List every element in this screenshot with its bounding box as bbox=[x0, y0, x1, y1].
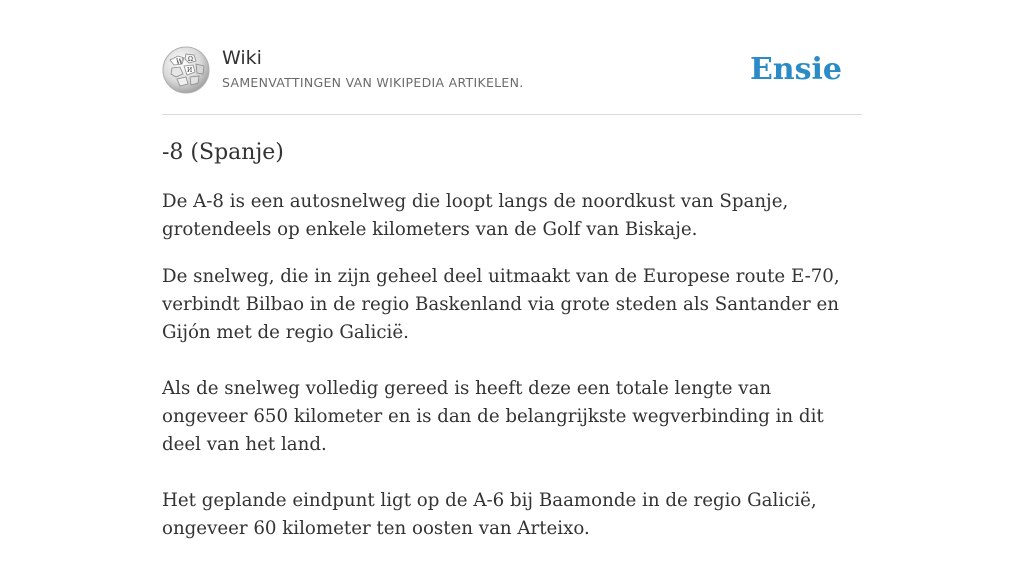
article-title: -8 (Spanje) bbox=[162, 140, 284, 165]
article bbox=[162, 136, 862, 562]
article-paragraph: De snelweg, die in zijn geheel deel uitmaakt van de Europese route E-70, verbindt Bilbao in de regio Baskenland via grote steden als Santander en Gijón met de regio Galicië. Als de snelweg volledig gereed is heeft deze een totale lengte van ongeveer 650 kilometer en is dan de belangrijkste wegverbinding in dit deel van het land. Het geplande eindpunt ligt op de A-6 bij Baamonde in de regio Galicië, ongeveer 60 kilometer ten oosten van Arteixo. bbox=[162, 266, 840, 539]
brand-logo[interactable]: Ensie bbox=[749, 52, 842, 87]
svg-text:Ω: Ω bbox=[188, 56, 193, 63]
wikipedia-globe-icon[interactable] bbox=[162, 46, 210, 94]
site-name[interactable]: Wiki bbox=[222, 47, 262, 69]
svg-text:И: И bbox=[187, 67, 193, 74]
site-tagline: SAMENVATTINGEN VAN WIKIPEDIA ARTIKELEN. bbox=[222, 75, 524, 90]
svg-text:W: W bbox=[176, 58, 184, 66]
article-paragraph: De A-8 is een autosnelweg die loopt langs de noordkust van Spanje, grotendeels op enkele kilometers van de Golf van Biskaje. bbox=[162, 191, 789, 240]
site-header bbox=[162, 44, 862, 115]
